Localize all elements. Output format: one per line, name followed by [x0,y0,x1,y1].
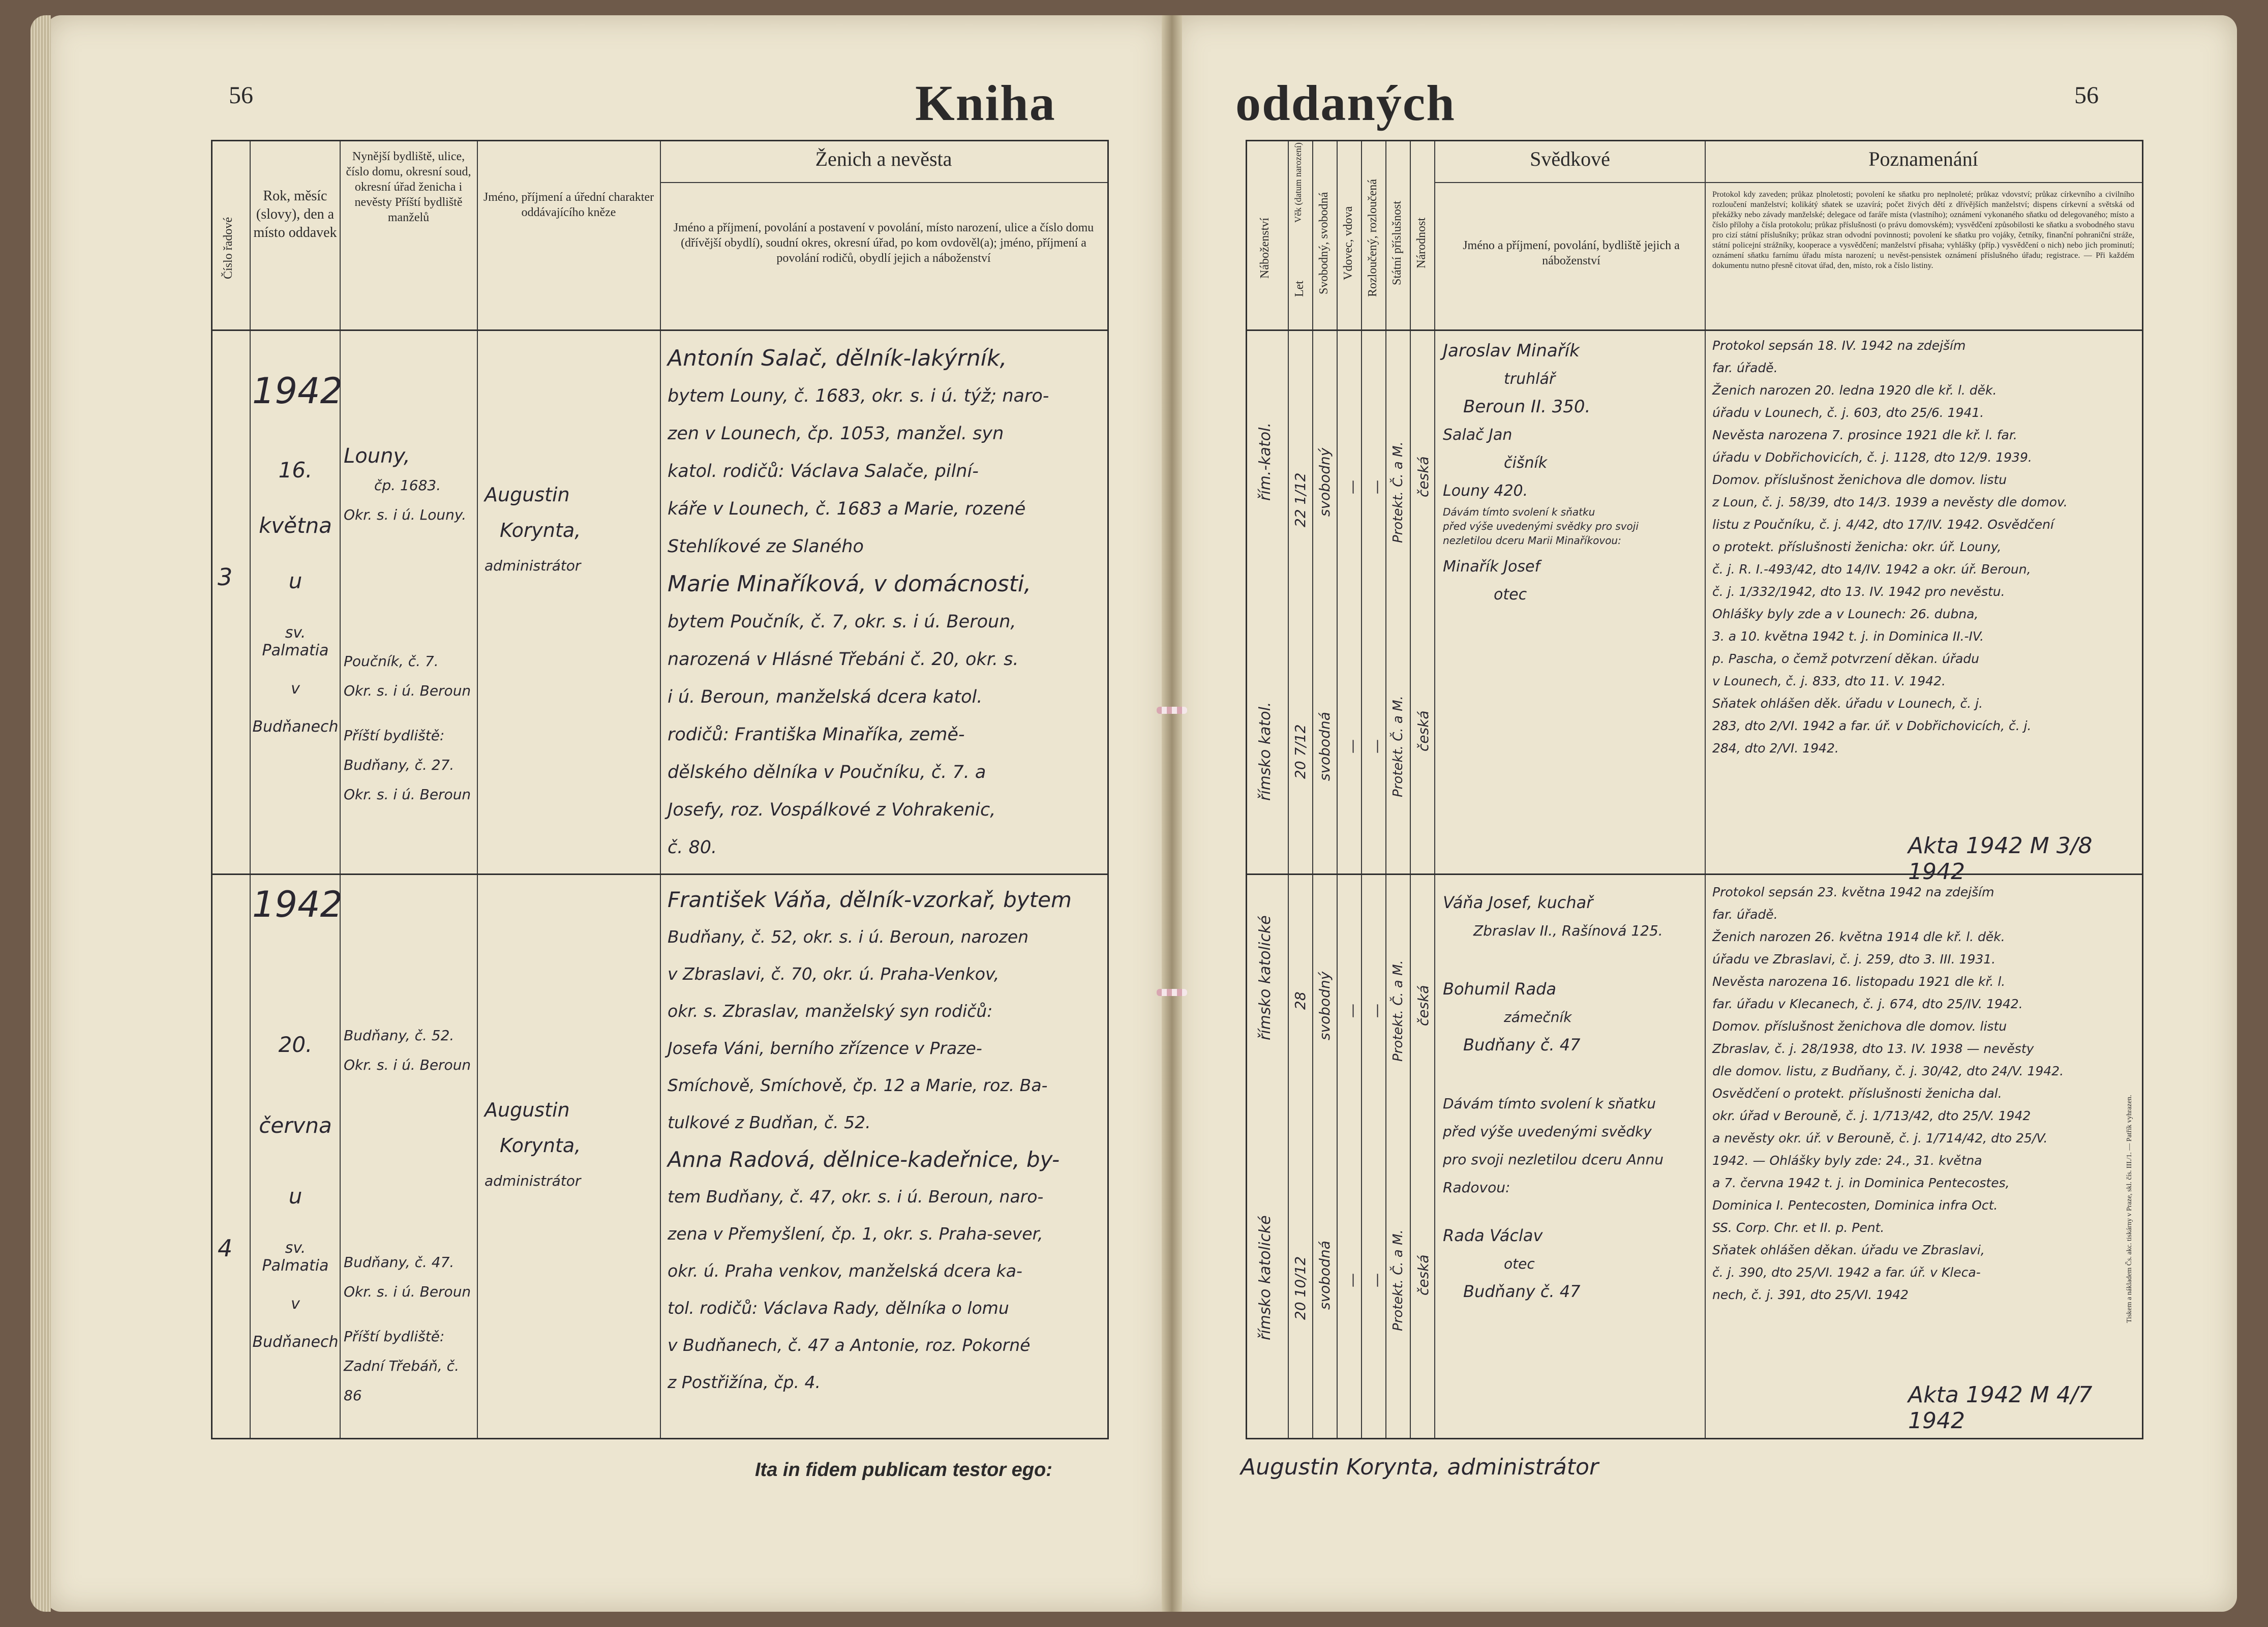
binding-stitch [1157,989,1187,996]
page-number-right: 56 [2074,82,2099,109]
left-register-table [211,140,1109,1439]
entry-residence: Budňany, č. 52. Okr. s. i ú. Beroun Budňany, č. 47. Okr. s. i ú. Beroun Příští bydliště: Zadní Třebáň, č. 86 [344,1027,471,1404]
widowed-groom: — [1344,1004,1360,1018]
notes: Protokol sepsán 23. května 1942 na zdejším far. úřadě. Ženich narozen 26. května 1914 dle kř. l. děk. úřadu ve Zbraslavi, č. j. 259, dto 3. III. 1931. Nevěsta narozena 16. listopadu 1921 dle kř. l. far. úřadu v Klecanech, č. j. 674, dto 25/IV. 1942. Domov. příslušnost ženichova dle domov. listu Zbraslav, č. j. 28/1938, dto 13. IV. 1938 — nevěsty dle domov. listu, z Budňany, č. j. 30/42, dto 24/V. 1942. Osvědčení o protekt. příslušnosti ženicha dal. okr. úřad v Berouně, č. j. 1/713/42, dto 25/V. 1942 a nevěsty okr. úř. v Berouně, č. j. 1/714/42, dto 25/V. 1942. — Ohlášky byly zde: 24., 31. května a 7. června 1942 t. j. in Dominica Pentecostes, Dominica I. Pentecosten, Dominica infra Oct. SS. Corp. Chr. et II. p. Pent. Sňatek ohlášen děkan. úřadu ve Zbraslavi, č. j. 390, dto 25/VI. 1942 a far. úř. v Kleca- nech, č. j. 391, dto 25/VI. 1942 [1712,885,2064,1302]
entry-couple: Antonín Salač, dělník-lakýrník, bytem Louny, č. 1683, okr. s. i ú. týž; naro- zen v Lounech, čp. 1053, manžel. syn katol. rodičů: Václava Salače, pilní- káře v Lounech, č. 1683 a Marie, rozené Stehlíkové ze Slaného Marie Minaříková, v domácnosti, bytem Poučník, č. 7, okr. s. i ú. Beroun, narozená v Hlásné Třebáni č. 20, okr. s. i ú. Beroun, manželská dcera katol. rodičů: Františka Minaříka, země- dělského dělníka v Poučníku, č. 7. a Josefy, roz. Vospálkové z Vohrakenic, č. 80. [668,345,1049,858]
age-groom: 22 1/12 [1292,472,1309,527]
header-let: Let [1293,281,1306,297]
single-groom: svobodný [1316,971,1333,1040]
state-bride: Protekt. Č. a M. [1390,1229,1406,1331]
header-rozloučeny: Rozloučený, rozloučená [1366,179,1379,297]
religion-bride: římsko katol. [1256,702,1274,801]
printer-note: Tiskem a nákladem Čs. akc. tiskárny v Praze, skl. čís. III./1. — Patřík vyhrazen. [2126,1095,2133,1323]
attestation-formula: Ita in fidem publicam testor ego: [755,1459,1052,1481]
age-bride: 20 10/12 [1292,1256,1309,1320]
age-bride: 20 7/12 [1292,724,1309,779]
header-bydliste: Nynější bydliště, ulice, číslo domu, okresní soud, okresní úřad ženicha i nevěsty Příští bydliště manželů [346,150,471,224]
header-vek: Věk (datum narození) [1293,142,1303,223]
entry-number: 4 [218,1234,233,1262]
header-nabozenstvi: Náboženství [1258,218,1272,279]
header-zenich-nevesta: Ženich a nevěsta [815,147,952,170]
single-bride: svobodná [1316,1241,1333,1310]
entry-residence: Louny, čp. 1683. Okr. s. i ú. Louny. Poučník, č. 7. Okr. s. i ú. Beroun Příští bydliště: Budňany, č. 27. Okr. s. i ú. Beroun [344,444,471,803]
entry-number: 3 [218,563,233,591]
header-statni: Státní příslušnost [1390,200,1404,286]
divorced-bride: — [1368,739,1385,754]
religion-groom: římsko katolické [1256,915,1274,1040]
header-knez: Jméno, příjmení a úřední charakter oddávajícího kněze [483,191,654,219]
header-poznamenani: Poznamenání [1868,147,1978,170]
entry-priest: Augustin Korynta, administrátor [485,1099,581,1189]
divorced-bride: — [1368,1273,1385,1287]
entry-date: 1942 16. května u sv. Palmatia v Budňanech [252,370,343,736]
header-svedkove: Svědkové [1530,147,1610,170]
page-number-left: 56 [229,82,253,109]
book-gutter [1162,15,1182,1612]
witnesses: Jaroslav Minařík truhlář Beroun II. 350. Salač Jan čišník Louny 420. Dávám tímto svolení k sňatku před výše uvedenými svědky pro svoji nezletilou dceru Marii Minaříkovou: Minařík Josef otec [1443,341,1639,604]
binding-stitch [1157,707,1187,714]
state-groom: Protekt. Č. a M. [1390,960,1406,1062]
divorced-groom: — [1368,1004,1385,1018]
akta-reference: Akta 1942 M 4/7 1942 [1908,1382,2093,1434]
nationality-groom: česká [1415,456,1432,498]
single-bride: svobodná [1316,712,1333,781]
notes: Protokol sepsán 18. IV. 1942 na zdejším far. úřadě. Ženich narozen 20. ledna 1920 dle kř. l. děk. úřadu v Lounech, č. j. 603, dto 25/6. 1941. Nevěsta narozena 7. prosince 1921 dle kř. l. far. úřadu v Dobřichovicích, č. j. 1128, dto 12/9. 1939. Domov. příslušnost ženichova dle domov. listu z Loun, č. j. 58/39, dto 14/3. 1939 a nevěsty dle domov. listu z Poučníku, č. j. 4/42, dto 17/IV. 1942. Osvědčení o protekt. příslušnosti ženicha: okr. úř. Louny, č. j. R. I.-493/42, dto 14/IV. 1942 a okr. úř. Beroun, č. j. 1/332/1942, dto 13. IV. 1942 pro nevěstu. Ohlášky byly zde a v Lounech: 26. dubna, 3. a 10. května 1942 t. j. in Dominica II.-IV. p. Pascha, o čemž potvrzení děkan. úřadu v Lounech, č. j. 833, dto 11. V. 1942. Sňatek ohlášen děk. úřadu v Lounech, č. j. 283, dto 2/VI. 1942 a far. úř. v Dobřichovicích, č. j. 284, dto 2/VI. 1942. [1712,338,2068,756]
signature: Augustin Korynta, administrátor [1241,1454,1599,1480]
header-narodnost: Národnost [1415,218,1428,268]
open-register-book [31,0,2247,1627]
widowed-bride: — [1344,1273,1360,1287]
header-cislo-radove: Číslo řadové [222,217,235,279]
nationality-bride: česká [1415,710,1432,752]
witnesses: Váňa Josef, kuchař Zbraslav II., Rašínová 125. Bohumil Rada zámečník Budňany č. 47 Dávám tímto svolení k sňatku před výše uvedenými svědky pro svoji nezletilou dceru Annu Radovou: Rada Václav otec Budňany č. 47 [1443,893,1664,1301]
entry-date: 1942 20. června u sv. Palmatia v Budňanech [252,884,343,1351]
header-zenich-nevesta-desc: Jméno a příjmení, povolání a postavení v povolání, místo narození, ulice a číslo domu (dřívější obydlí), soudní okres, okresní úřad, po kom ovdověl(a); jméno, příjmení a povolání rodičů, obydlí jejich a náboženství [673,221,1094,265]
header-rok: Rok, měsíc (slovy), den a místo oddavek [253,188,337,240]
entry-priest: Augustin Korynta, administrátor [485,484,581,574]
state-bride: Protekt. Č. a M. [1390,696,1406,797]
title-right: oddaných [1235,75,1456,131]
divorced-groom: — [1368,480,1385,494]
widowed-groom: — [1344,480,1360,494]
widowed-bride: — [1344,739,1360,754]
header-vdovec: Vdovec, vdova [1342,206,1355,280]
akta-reference: Akta 1942 M 3/8 1942 [1908,833,2093,885]
right-register-table [1246,140,2143,1439]
page-edges [31,15,51,1612]
nationality-bride: česká [1415,1254,1432,1296]
state-groom: Protekt. Č. a M. [1390,441,1406,543]
header-svedkove-desc: Jméno a příjmení, povolání, bydliště jejich a náboženství [1463,239,1680,267]
age-groom: 28 [1292,991,1309,1010]
single-groom: svobodný [1316,447,1333,517]
religion-groom: řím.-katol. [1256,423,1274,501]
religion-bride: římsko katolické [1256,1215,1274,1340]
header-poznamenani-desc: Protokol kdy zaveden; průkaz plnoletosti; povolení ke sňatku pro neplnoleté; průkaz vdovství; průkaz církevního a civilního rozloučení manželství; kolikátý sňatek se uzavírá; počet živých dětí z dřívějších manželství; dispens církevní a světská od překážky nebo závady manželské; delegace od faráře místa (vlastního); oznámení vykonaného sňatku od delegovaného; místo a číslo přílohy a čísla protokolu; průkaz příslušnosti (o právu domovském); vysvědčení způsobilosti ke sňatku a svobodného stavu pro cizí státní příslušníky; průkaz stran odvodní povinnosti; povolení ke sňatku pro vojáky, četníky, finanční pohraniční stráže, státní policejní strážníky, kooperace a vysvědčení; manželství přisaha; vyhlášky (příp.) vysvědčení o nich) nebo jich prominutí; oznámení sňatku farnímu úřadu místa narození; u nevěst-pensistek oznámení příslušného úřadu; registrace. — Při každém dokumentu nutno přesně citovat úřad, den, místo, rok a číslo listiny. [1712,190,2134,270]
entry-couple: František Váňa, dělník-vzorkař, bytem Budňany, č. 52, okr. s. i ú. Beroun, narozen v Zbraslavi, č. 70, okr. ú. Praha-Venkov, okr. s. Zbraslav, manželský syn rodičů: Josefa Váni, berního zřízence v Praze- Smíchově, Smíchově, čp. 12 a Marie, roz. Ba- tulkové z Budňan, č. 52. Anna Radová, dělnice-kadeřnice, by- tem Budňany, č. 47, okr. s. i ú. Beroun, naro- zena v Přemyšlení, čp. 1, okr. s. Praha-sever, okr. ú. Praha venkov, manželská dcera ka- tol. rodičů: Václava Rady, dělníka o lomu v Budňanech, č. 47 a Antonie, roz. Pokorné z Postřižína, čp. 4. [668,887,1072,1392]
nationality-groom: česká [1415,985,1432,1027]
header-svobodny: Svobodný, svobodná [1317,192,1330,294]
title-left: Kniha [915,75,1056,131]
